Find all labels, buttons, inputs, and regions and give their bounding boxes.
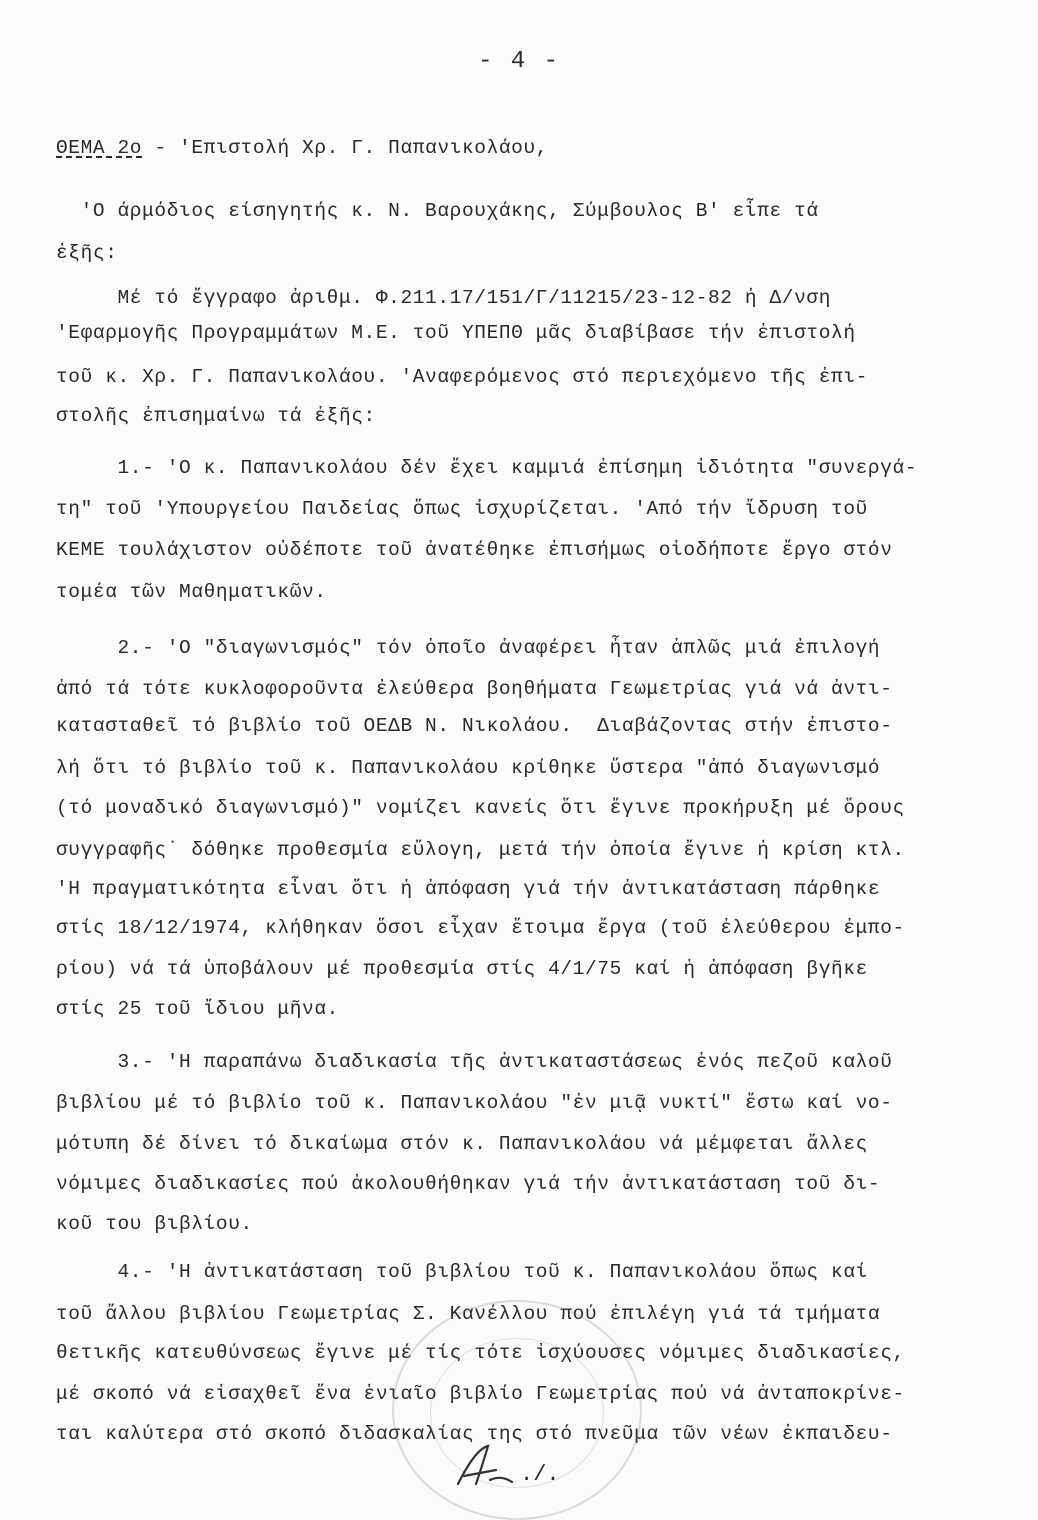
text-line: τοῦ ἄλλου βιβλίου Γεωμετρίας Σ. Κανέλλου πού ἐπιλέγη γιά τά τμήματα bbox=[56, 1303, 881, 1325]
text-line: συγγραφῆς˙ δόθηκε προθεσμία εὔλογη, μετά τήν ὁποία ἔγινε ἡ κρίση κτλ. bbox=[56, 839, 905, 861]
text-line: 3.- 'Η παραπάνω διαδικασία τῆς ἀντικαταστάσεως ἑνός πεζοῦ καλοῦ bbox=[56, 1051, 893, 1073]
text-line: 2.- 'Ο "διαγωνισμός" τόν ὁποῖο ἀναφέρει ἦταν ἁπλῶς μιά ἐπιλογή bbox=[56, 637, 881, 659]
text-line: 'Η πραγματικότητα εἶναι ὅτι ἡ ἀπόφαση γιά τήν ἀντικατάσταση πάρθηκε bbox=[56, 878, 881, 900]
continuation-mark: ./. bbox=[520, 1462, 560, 1487]
text-line: νόμιμες διαδικασίες πού ἀκολουθήθηκαν γιά τήν ἀντικατάσταση τοῦ δι- bbox=[56, 1173, 881, 1195]
text-line: Μέ τό ἔγγραφο ἀριθμ. Φ.211.17/151/Γ/11215/23-12-82 ἡ Δ/νση bbox=[56, 287, 832, 309]
text-line: τη" τοῦ 'Υπουργείου Παιδείας ὅπως ἰσχυρίζεται. 'Από τήν ἵδρυση τοῦ bbox=[56, 498, 868, 520]
subject-title: - 'Επιστολή Χρ. Γ. Παπανικολάου, bbox=[142, 137, 549, 159]
text-line: στίς 25 τοῦ ἴδιου μῆνα. bbox=[56, 998, 339, 1020]
text-line: τοῦ κ. Χρ. Γ. Παπανικολάου. 'Αναφερόμενος στό περιεχόμενο τῆς ἐπι- bbox=[56, 366, 868, 388]
signature-icon bbox=[450, 1440, 520, 1490]
text-line: (τό μοναδικό διαγωνισμό)" νομίζει κανείς ὅτι ἔγινε προκήρυξη μέ ὅρους bbox=[56, 797, 905, 819]
text-line: ΚΕΜΕ τουλάχιστον οὐδέποτε τοῦ ἀνατέθηκε ἐπισήμως οἱοδήποτε ἔργο στόν bbox=[56, 539, 893, 561]
text-line: 'Εφαρμογῆς Προγραμμάτων Μ.Ε. τοῦ ΥΠΕΠΘ μᾶς διαβίβασε τήν ἐπιστολή bbox=[56, 322, 856, 344]
text-line: μότυπη δέ δίνει τό δικαίωμα στόν κ. Παπανικολάου νά μέμφεται ἄλλες bbox=[56, 1133, 868, 1155]
subject-heading bbox=[56, 136, 548, 160]
text-line: ται καλύτερα στό σκοπό διδασκαλίας της στό πνεῦμα τῶν νέων ἐκπαιδευ- bbox=[56, 1423, 893, 1445]
text-line: τομέα τῶν Μαθηματικῶν. bbox=[56, 581, 327, 603]
text-line: στολῆς ἐπισημαίνω τά ἐξῆς: bbox=[56, 405, 376, 427]
text-line: λή ὅτι τό βιβλίο τοῦ κ. Παπανικολάου κρίθηκε ὕστερα "ἀπό διαγωνισμό bbox=[56, 757, 881, 779]
text-line: ρίου) νά τά ὑποβάλουν μέ προθεσμία στίς 4/1/75 καί ἡ ἀπόφαση βγῆκε bbox=[56, 958, 868, 980]
text-line: μέ σκοπό νά εἰσαχθεῖ ἕνα ἑνιαῖο βιβλίο Γεωμετρίας πού νά ἀνταποκρίνε- bbox=[56, 1383, 905, 1405]
text-line: 1.- 'Ο κ. Παπανικολάου δέν ἔχει καμμιά ἐπίσημη ἰδιότητα "συνεργά- bbox=[56, 457, 918, 479]
page-number: - 4 - bbox=[477, 48, 560, 75]
text-line: θετικῆς κατευθύνσεως ἔγινε μέ τίς τότε ἰσχύουσες νόμιμες διαδικασίες, bbox=[56, 1342, 905, 1364]
subject-label: ΘΕΜΑ 2ο bbox=[56, 137, 143, 159]
text-line: κατασταθεῖ τό βιβλίο τοῦ ΟΕΔΒ Ν. Νικολάου. Διαβάζοντας στήν ἐπιστο- bbox=[56, 715, 893, 737]
text-line: κοῦ του βιβλίου. bbox=[56, 1213, 253, 1235]
text-line: 4.- 'Η ἀντικατάσταση τοῦ βιβλίου τοῦ κ. Παπανικολάου ὅπως καί bbox=[56, 1261, 868, 1283]
text-line: ἀπό τά τότε κυκλοφοροῦντα ἐλεύθερα βοηθήματα Γεωμετρίας γιά νά ἀντι- bbox=[56, 678, 893, 700]
text-line: στίς 18/12/1974, κλήθηκαν ὅσοι εἶχαν ἕτοιμα ἔργα (τοῦ ἐλεύθερου ἐμπο- bbox=[56, 917, 905, 939]
text-line: ἐξῆς: bbox=[56, 242, 118, 264]
text-line: βιβλίου μέ τό βιβλίο τοῦ κ. Παπανικολάου "ἐν μιᾷ νυκτί" ἔστω καί νο- bbox=[56, 1092, 893, 1114]
text-line: 'Ο άρμόδιος είσηγητής κ. Ν. Βαρουχάκης, Σύμβουλος Β' εἶπε τά bbox=[56, 200, 819, 222]
